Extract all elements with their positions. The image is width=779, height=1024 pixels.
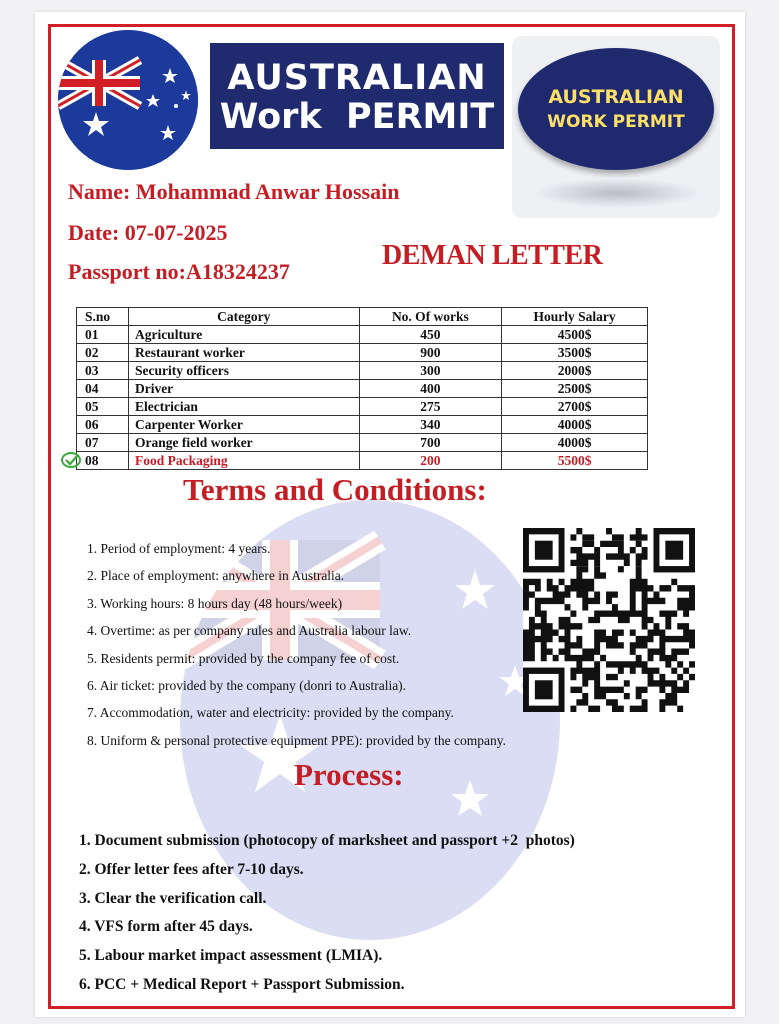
permit-badge-panel [512,36,720,218]
cell-works: 900 [359,344,502,362]
list-item: 6. PCC + Medical Report + Passport Submission. [79,975,405,993]
header-works: No. Of works [359,308,502,326]
table-row-highlighted [77,452,648,470]
process-heading: Process: [294,757,404,792]
list-item: 4. Overtime: as per company rules and Australia labour law. [87,623,412,639]
cell-sno: 08 [77,452,129,470]
cell-works: 340 [359,416,502,434]
process-list [79,830,575,1003]
list-item: 8. Uniform & personal protective equipment PPE): provided by the company. [87,732,507,748]
table-row [77,416,648,434]
cell-salary: 5500$ [502,452,648,470]
cell-category: Orange field worker [128,434,359,452]
cell-sno: 05 [77,398,129,416]
table-row [77,362,648,380]
badge-shadow [532,178,702,208]
terms-list [87,539,506,758]
letter-title: DEMAN LETTER [382,240,603,271]
list-item: 4. VFS form after 45 days. [79,918,253,936]
applicant-name: Name: Mohammad Anwar Hossain [68,179,400,204]
cell-salary: 2500$ [502,380,648,398]
cell-category: Security officers [128,362,359,380]
list-item: 2. Offer letter fees after 7-10 days. [79,860,304,878]
title-line-2: Work PERMIT [219,97,495,137]
list-item: 3. Working hours: 8 hours day (48 hours/week) [87,595,343,611]
list-item: 3. Clear the verification call. [79,889,267,907]
cell-salary: 2000$ [502,362,648,380]
cell-sno: 04 [77,380,129,398]
header-salary: Hourly Salary [502,308,648,326]
cell-category: Electrician [128,398,359,416]
cell-sno: 07 [77,434,129,452]
list-item: 1. Document submission (photocopy of marksheet and passport +2 photos) [79,832,575,849]
australian-flag-icon [58,30,198,170]
cell-works: 200 [359,452,502,470]
cell-works: 275 [359,398,502,416]
qr-code-icon [523,528,695,712]
cell-category: Food Packaging [128,452,359,470]
badge-line-2: WORK PERMIT [547,112,685,132]
cell-category: Agriculture [128,326,359,344]
list-item: 5. Labour market impact assessment (LMIA). [79,947,383,965]
cell-category: Restaurant worker [128,344,359,362]
cell-sno: 06 [77,416,129,434]
cell-works: 300 [359,362,502,380]
table-row [77,326,648,344]
header-sno: S.no [77,308,129,326]
list-item: 5. Residents permit: provided by the company fee of cost. [87,650,400,666]
cell-category: Driver [128,380,359,398]
list-item: 2. Place of employment: anywhere in Australia. [87,568,345,584]
table-row [77,398,648,416]
cell-sno: 02 [77,344,129,362]
terms-heading: Terms and Conditions: [183,472,487,507]
check-icon [61,452,81,468]
cell-works: 450 [359,326,502,344]
cell-salary: 2700$ [502,398,648,416]
list-item: 1. Period of employment: 4 years. [87,541,271,556]
cell-salary: 4000$ [502,434,648,452]
list-item: 6. Air ticket: provided by the company (donri to Australia). [87,677,407,693]
cell-sno: 01 [77,326,129,344]
passport-number: Passport no:A18324237 [68,259,290,284]
jobs-table [76,307,648,470]
cell-sno: 03 [77,362,129,380]
cell-works: 400 [359,380,502,398]
title-line-1: AUSTRALIAN [227,58,487,98]
table-row [77,380,648,398]
cell-salary: 3500$ [502,344,648,362]
badge-line-1: AUSTRALIAN [548,86,684,108]
title-banner [210,43,504,149]
header-category: Category [128,308,359,326]
table-row [77,344,648,362]
cell-salary: 4000$ [502,416,648,434]
letter-date: Date: 07-07-2025 [68,220,228,245]
table-header-row [77,308,648,326]
cell-works: 700 [359,434,502,452]
cell-category: Carpenter Worker [128,416,359,434]
table-row [77,434,648,452]
cell-salary: 4500$ [502,326,648,344]
permit-badge [518,48,714,170]
list-item: 7. Accommodation, water and electricity: provided by the company. [87,705,454,721]
